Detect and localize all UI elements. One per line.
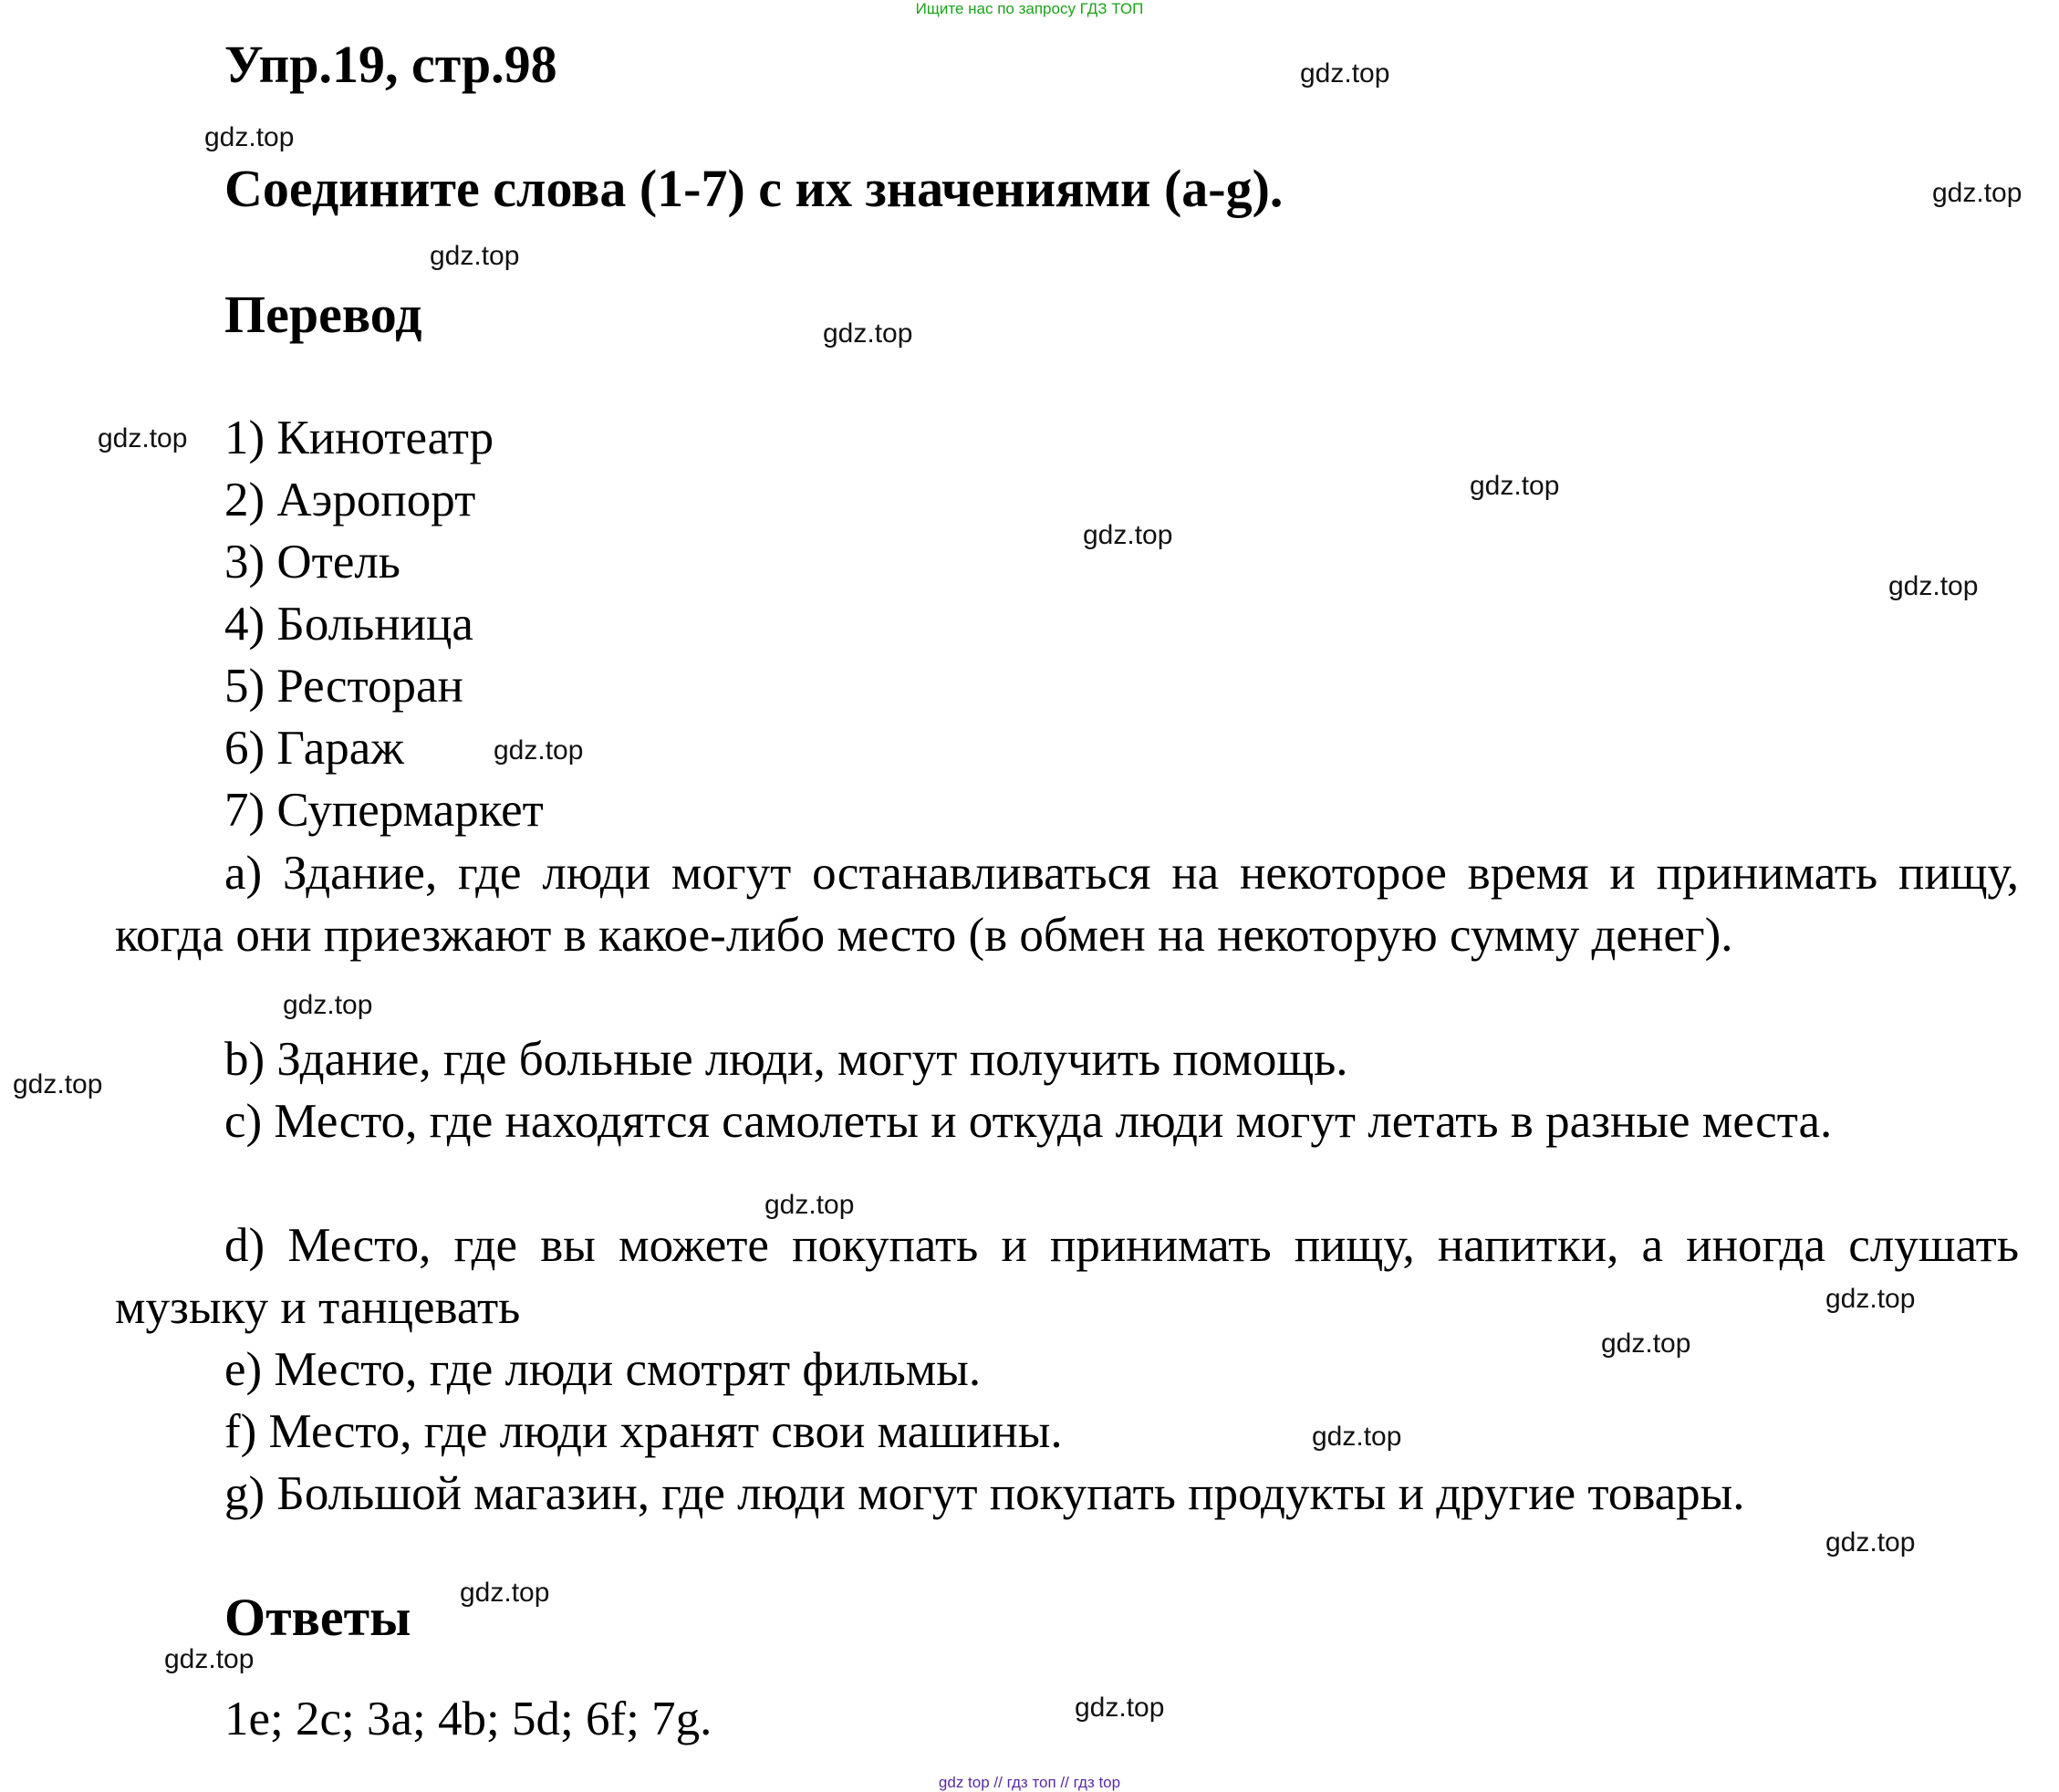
- word-item: 4) Больница: [224, 598, 473, 651]
- watermark: gdz.top: [283, 990, 373, 1020]
- watermark: gdz.top: [1300, 58, 1390, 89]
- instruction: Соедините слова (1-7) с их значениями (a-g).: [224, 159, 1284, 218]
- watermark: gdz.top: [460, 1578, 550, 1608]
- definition-g: g) Большой магазин, где люди могут покупать продукты и другие товары.: [224, 1467, 1745, 1520]
- watermark: gdz.top: [1932, 178, 2023, 208]
- definition-d: d) Место, где вы можете покупать и принимать пищу, напитки, а иногда слушать музыку и танцевать: [115, 1219, 2019, 1334]
- translation-heading: Перевод: [224, 285, 422, 344]
- top-banner: Ищите нас по запросу ГДЗ ТОП: [915, 0, 1144, 17]
- word-item: 1) Кинотеатр: [224, 412, 494, 464]
- watermark: gdz.top: [1075, 1693, 1165, 1723]
- word-item: 7) Супермаркет: [224, 784, 544, 837]
- definition-f: f) Место, где люди хранят свои машины.: [224, 1405, 1063, 1458]
- definition-a: a) Здание, где люди могут останавливаться на некоторое время и принимать пищу, когда они приезжают в какое-либо место (в обмен на некоторую сумму денег).: [115, 847, 2019, 962]
- watermark: gdz.top: [1470, 471, 1560, 501]
- watermark: gdz.top: [204, 122, 295, 152]
- definition-b: b) Здание, где больные люди, могут получить помощь.: [224, 1033, 1348, 1086]
- watermark: gdz.top: [430, 241, 520, 271]
- watermark: gdz.top: [13, 1069, 103, 1099]
- watermark: gdz.top: [1825, 1527, 1916, 1558]
- word-item: 3) Отель: [224, 536, 400, 589]
- answers-text: 1e; 2c; 3a; 4b; 5d; 6f; 7g.: [224, 1693, 712, 1745]
- watermark: gdz.top: [1825, 1284, 1916, 1314]
- definition-e: e) Место, где люди смотрят фильмы.: [224, 1343, 982, 1396]
- watermark: gdz.top: [164, 1644, 255, 1674]
- watermark: gdz.top: [1601, 1328, 1691, 1359]
- word-item: 6) Гараж: [224, 722, 404, 775]
- watermark: gdz.top: [764, 1190, 855, 1220]
- watermark: gdz.top: [494, 735, 584, 766]
- exercise-title: Упр.19, стр.98: [224, 35, 557, 94]
- word-item: 2) Аэропорт: [224, 474, 476, 526]
- word-item: 5) Ресторан: [224, 660, 463, 713]
- watermark: gdz.top: [1083, 520, 1173, 550]
- watermark: gdz.top: [1312, 1422, 1402, 1452]
- watermark: gdz.top: [98, 423, 188, 453]
- answers-heading: Ответы: [224, 1588, 411, 1647]
- definition-c: c) Место, где находятся самолеты и откуда люди могут летать в разные места.: [224, 1095, 1833, 1148]
- footer-links: gdz top // гдз топ // гдз top: [938, 1774, 1121, 1791]
- watermark: gdz.top: [1888, 571, 1979, 601]
- watermark: gdz.top: [823, 318, 913, 349]
